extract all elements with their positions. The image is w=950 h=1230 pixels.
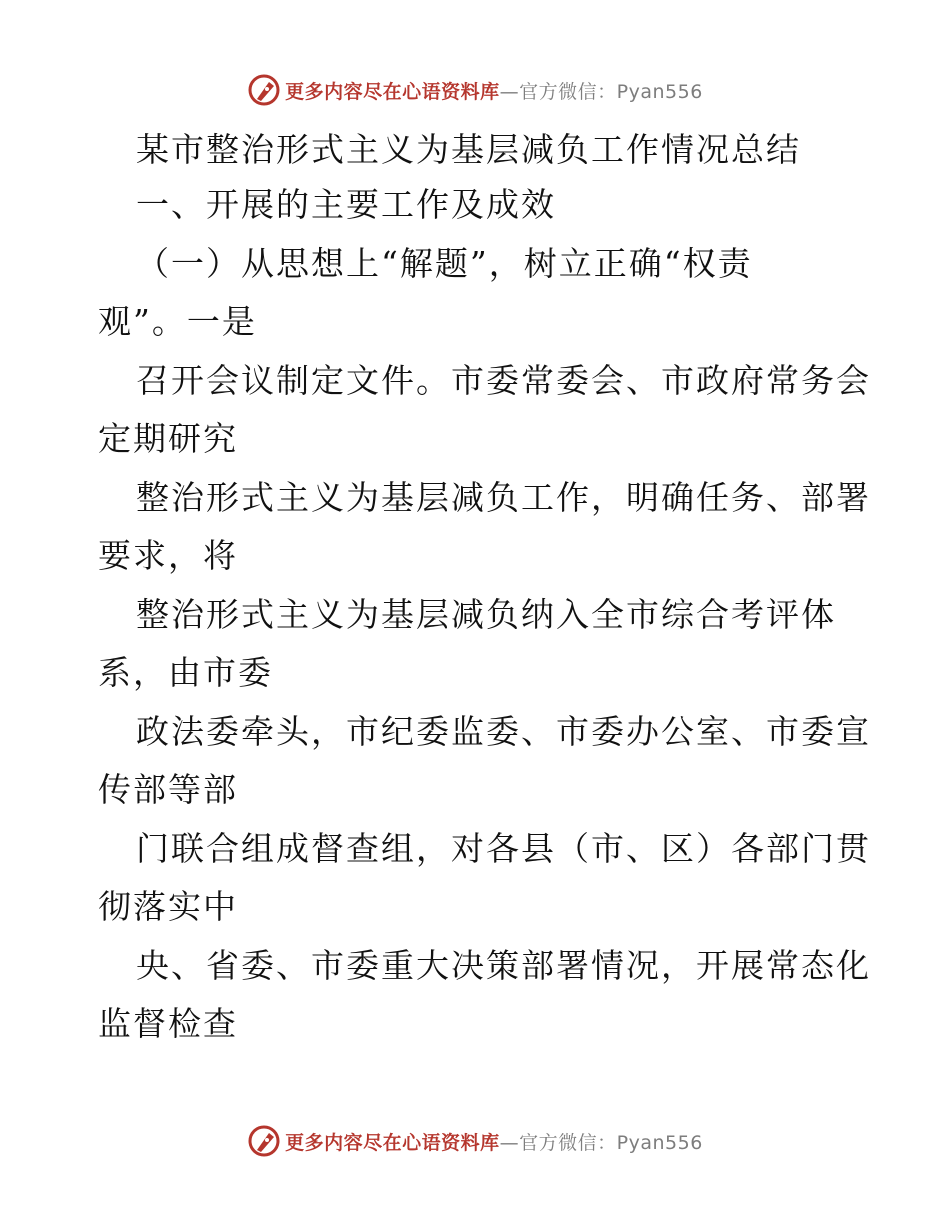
paragraph-line: 系，由市委 [98, 653, 273, 692]
paragraph-line: 监督检查 [98, 1004, 238, 1043]
paragraph-line: 要求，将 [98, 536, 238, 575]
paragraph-line: 定期研究 [98, 419, 238, 458]
pen-nib-logo-icon [247, 73, 281, 107]
paragraph-line: 观”。一是 [98, 302, 257, 341]
watermark-gray-text: —官方微信：Pyan556 [499, 80, 703, 103]
paragraph-line: 央、省委、市委重大决策部署情况，开展常态化 [136, 946, 871, 985]
paragraph-line: 整治形式主义为基层减负工作，明确任务、部署 [136, 478, 871, 517]
paragraph-line: 政法委牵头，市纪委监委、市委办公室、市委宣 [136, 712, 871, 751]
paragraph-line: 召开会议制定文件。市委常委会、市政府常务会 [136, 361, 871, 400]
header-watermark [0, 70, 950, 110]
section-heading: 一、开展的主要工作及成效 [136, 185, 556, 224]
watermark-gray-text: —官方微信：Pyan556 [499, 1131, 703, 1154]
paragraph-line: （一）从思想上“解题”，树立正确“权责 [136, 244, 753, 283]
paragraph-line: 传部等部 [98, 770, 238, 809]
watermark-red-text: 更多内容尽在心语资料库 [285, 80, 500, 103]
footer-watermark [0, 1121, 950, 1161]
paragraph-line: 整治形式主义为基层减负纳入全市综合考评体 [136, 595, 836, 634]
watermark-red-text: 更多内容尽在心语资料库 [285, 1131, 500, 1154]
paragraph-line: 门联合组成督查组，对各县（市、区）各部门贯 [136, 829, 871, 868]
paragraph-line: 彻落实中 [98, 887, 238, 926]
pen-nib-logo-icon [247, 1124, 281, 1158]
document-title: 某市整治形式主义为基层减负工作情况总结 [136, 130, 801, 169]
